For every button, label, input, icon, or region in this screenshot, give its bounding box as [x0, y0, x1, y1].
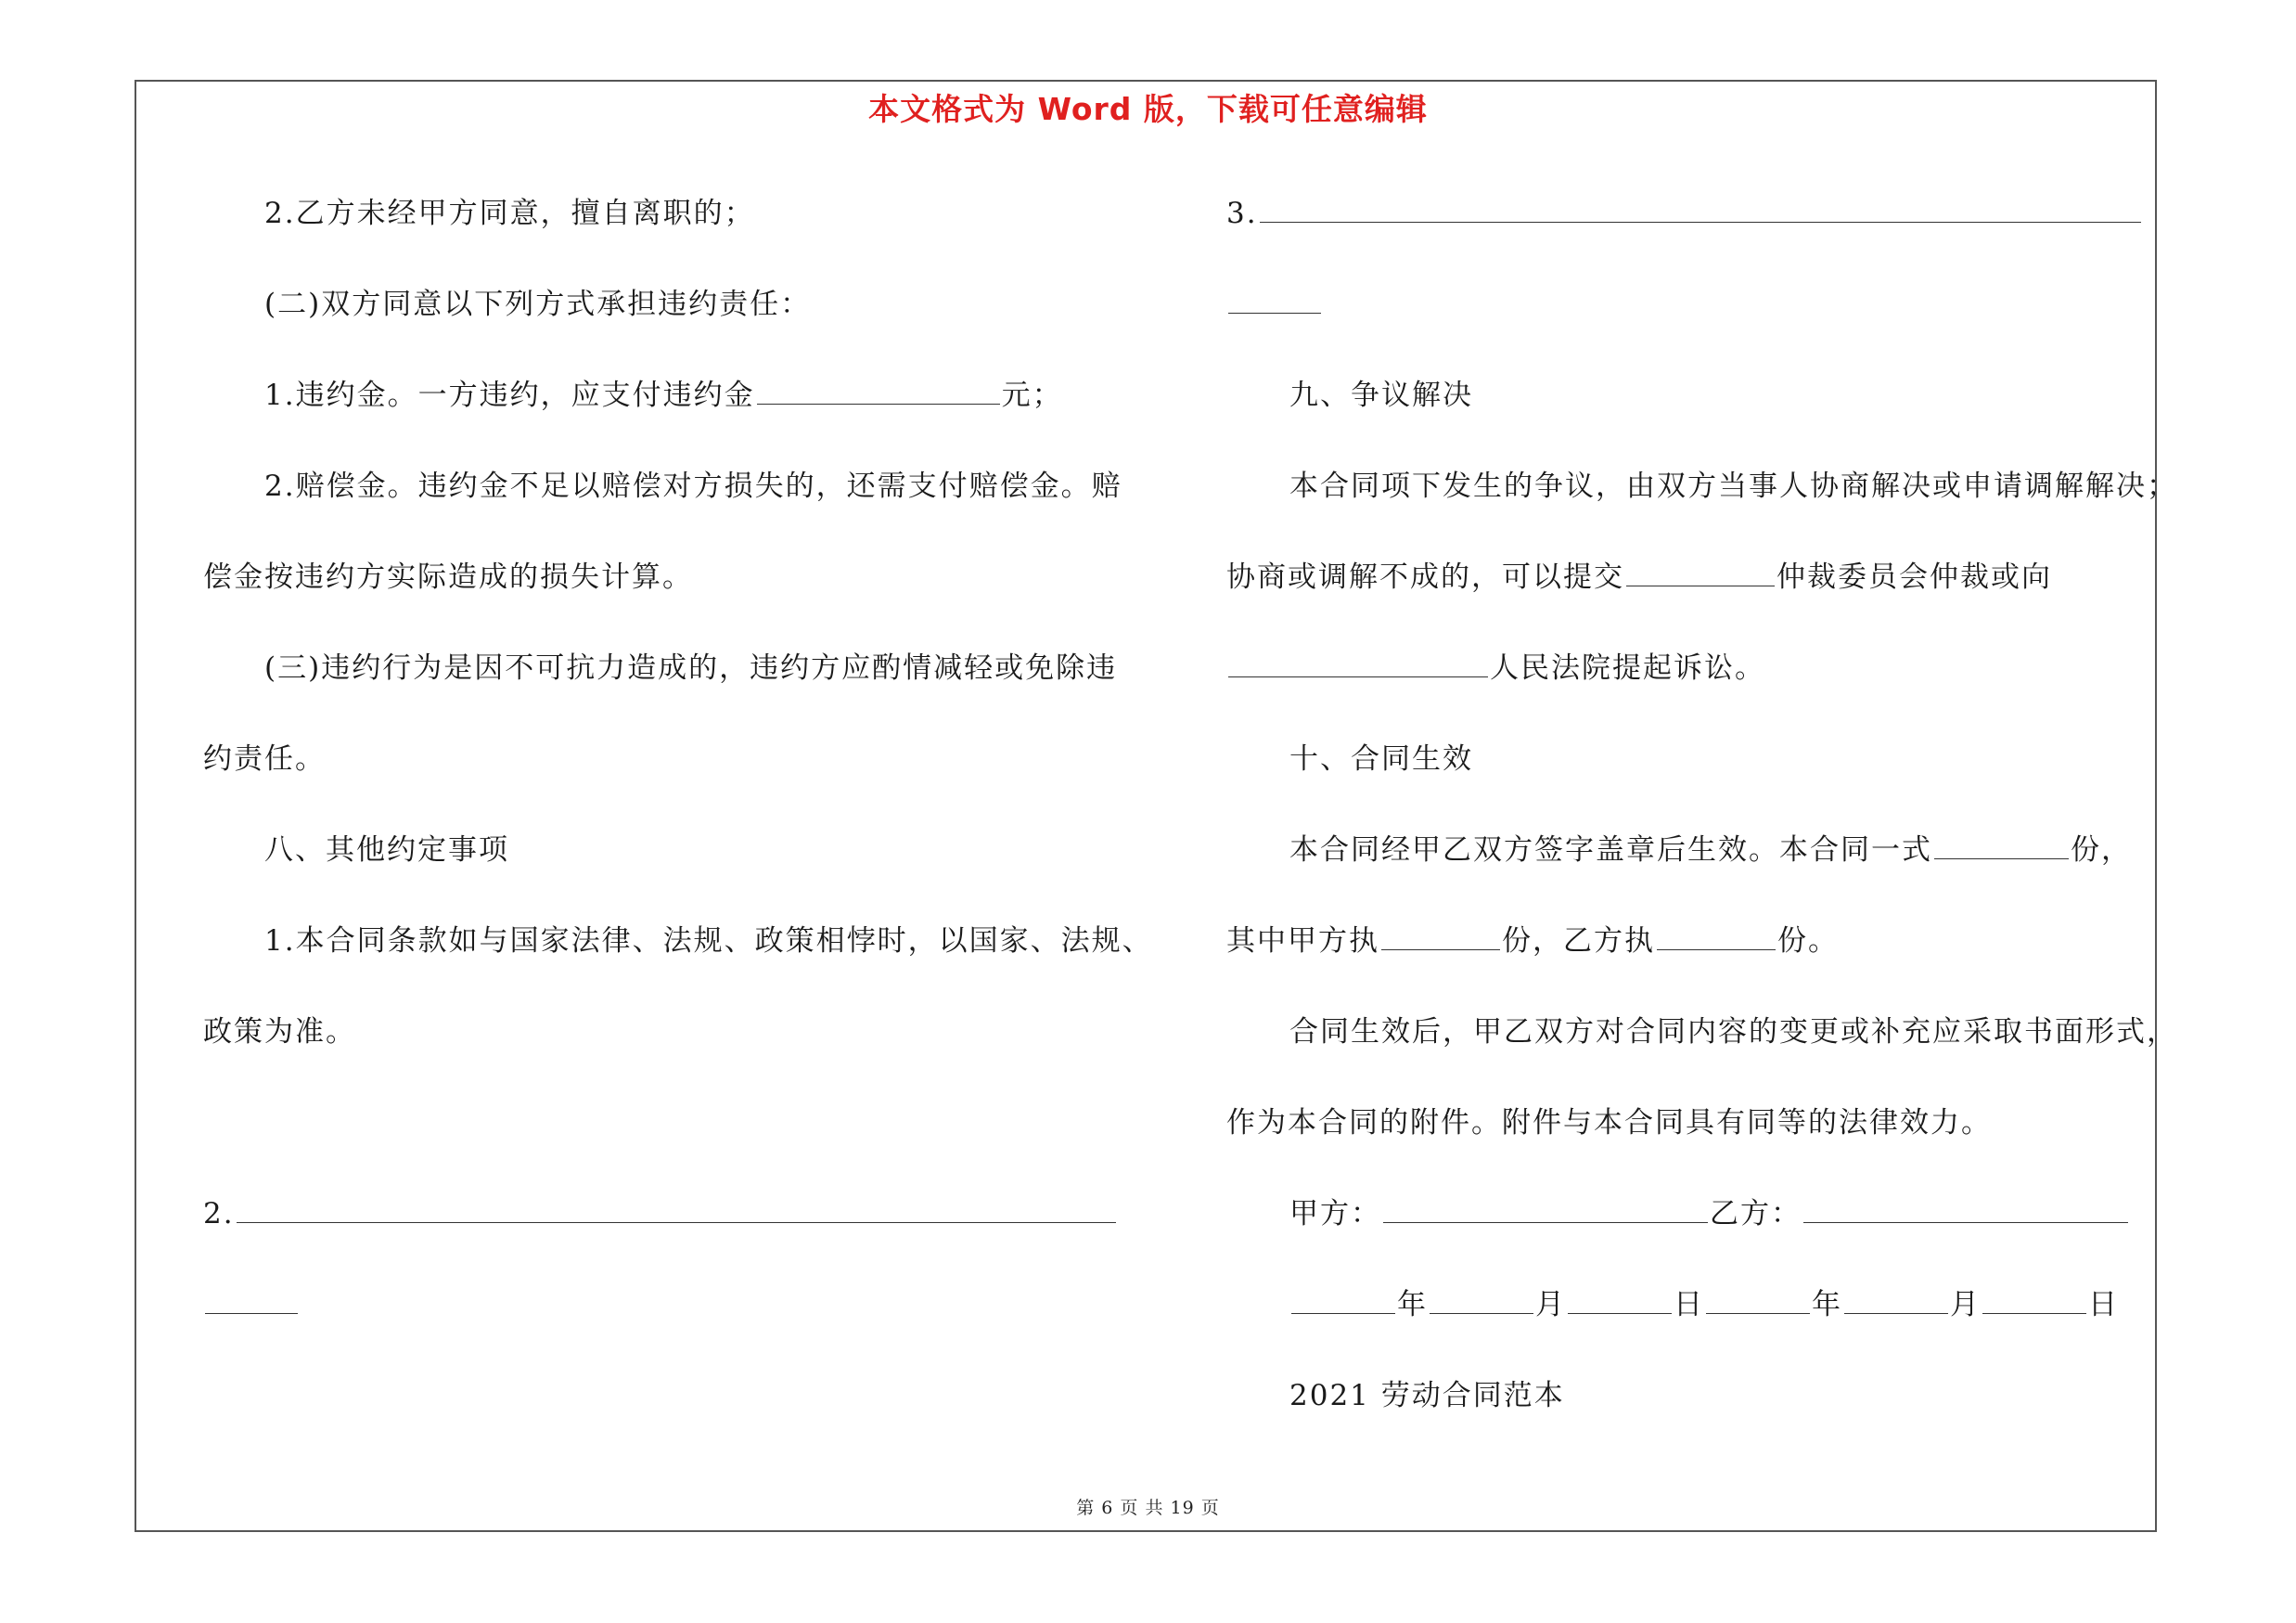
party-b-copies-blank[interactable] — [1657, 923, 1776, 950]
page-number-footer: 第 6 页 共 19 页 — [1076, 1498, 1220, 1518]
penalty-unit: 元； — [1001, 379, 1063, 412]
year-label-2: 年 — [1812, 1288, 1842, 1321]
party-b-day-blank[interactable] — [1982, 1287, 2086, 1314]
clause-other-3-continuation — [1226, 286, 1323, 323]
next-document-title: 2021 劳动合同范本 — [1289, 1379, 1565, 1412]
clause-law-conflict-1: 1.本合同条款如与国家法律、法规、政策相悖时，以国家、法规、 — [264, 924, 1153, 958]
dispute-court-text: 人民法院提起诉讼。 — [1490, 651, 1765, 685]
clause-dispute-3 — [1226, 650, 1765, 687]
clause-force-majeure-2: 约责任。 — [203, 742, 326, 776]
party-a-day-blank[interactable] — [1568, 1287, 1672, 1314]
party-a-year-blank[interactable] — [1291, 1287, 1395, 1314]
signature-row — [1289, 1195, 2130, 1232]
clause-other-2-continuation — [203, 1286, 300, 1323]
clause-resign-without-consent: 2.乙方未经甲方同意，擅自离职的； — [264, 197, 755, 230]
year-label: 年 — [1397, 1288, 1428, 1321]
section-10-heading: 十、合同生效 — [1289, 742, 1473, 776]
day-label-2: 日 — [2088, 1288, 2119, 1321]
word-format-banner: 本文格式为 Word 版，下载可任意编辑 — [868, 91, 1428, 127]
day-label: 日 — [1674, 1288, 1704, 1321]
penalty-amount-blank[interactable] — [757, 378, 1000, 405]
clause-compensation-2: 偿金按违约方实际造成的损失计算。 — [203, 560, 693, 594]
clause-other-2-number: 2. — [203, 1197, 235, 1230]
section-9-heading: 九、争议解决 — [1289, 379, 1473, 412]
clause-other-3-blank[interactable] — [1260, 196, 2141, 223]
clause-dispute-1: 本合同项下发生的争议，由双方当事人协商解决或申请调解解决； — [1289, 470, 2177, 503]
clause-other-2 — [203, 1195, 1118, 1232]
party-a-month-blank[interactable] — [1430, 1287, 1533, 1314]
clause-law-conflict-2: 政策为准。 — [203, 1015, 356, 1049]
clause-penalty — [264, 377, 1063, 414]
party-b-label: 乙方： — [1710, 1197, 1802, 1230]
party-a-copies-blank[interactable] — [1381, 923, 1500, 950]
effect-copies-unit: 份， — [2071, 833, 2132, 867]
total-copies-blank[interactable] — [1934, 832, 2069, 859]
dispute-arbitration-text: 仲裁委员会仲裁或向 — [1777, 560, 2052, 594]
clause-effect-2 — [1226, 922, 1839, 960]
penalty-text: 1.违约金。一方违约，应支付违约金 — [264, 379, 755, 412]
clause-force-majeure-1: (三)违约行为是因不可抗力造成的，违约方应酌情减轻或免除违 — [264, 651, 1118, 685]
dispute-submit-text: 协商或调解不成的，可以提交 — [1226, 560, 1624, 594]
clause-compensation-1: 2.赔偿金。违约金不足以赔偿对方损失的，还需支付赔偿金。赔 — [264, 470, 1122, 503]
clause-amendment-1: 合同生效后，甲乙双方对合同内容的变更或补充应采取书面形式， — [1289, 1015, 2177, 1049]
party-b-signature-blank[interactable] — [1803, 1196, 2128, 1223]
clause-effect-1 — [1289, 831, 2132, 869]
party-b-month-blank[interactable] — [1844, 1287, 1948, 1314]
signing-date-row — [1289, 1286, 2119, 1323]
party-b-year-blank[interactable] — [1706, 1287, 1810, 1314]
clause-other-3 — [1226, 195, 2143, 232]
clause-liability-heading: (二)双方同意以下列方式承担违约责任： — [264, 288, 812, 321]
clause-other-3-blank-continued[interactable] — [1228, 287, 1321, 314]
month-label: 月 — [1535, 1288, 1566, 1321]
clause-other-2-blank-continued[interactable] — [205, 1287, 298, 1314]
party-a-signature-blank[interactable] — [1383, 1196, 1708, 1223]
clause-amendment-2: 作为本合同的附件。附件与本合同具有同等的法律效力。 — [1226, 1106, 1992, 1140]
clause-dispute-2 — [1226, 559, 2052, 596]
arbitration-committee-blank[interactable] — [1626, 560, 1775, 586]
clause-other-2-blank[interactable] — [237, 1196, 1116, 1223]
party-a-label: 甲方： — [1289, 1197, 1381, 1230]
month-label-2: 月 — [1950, 1288, 1981, 1321]
party-a-holds-text: 其中甲方执 — [1226, 924, 1379, 958]
copies-end-text: 份。 — [1777, 924, 1839, 958]
party-b-holds-text: 份，乙方执 — [1502, 924, 1655, 958]
court-blank[interactable] — [1228, 650, 1488, 677]
clause-other-3-number: 3. — [1226, 197, 1258, 230]
section-8-heading: 八、其他约定事项 — [264, 833, 509, 867]
effect-copies-text: 本合同经甲乙双方签字盖章后生效。本合同一式 — [1289, 833, 1932, 867]
